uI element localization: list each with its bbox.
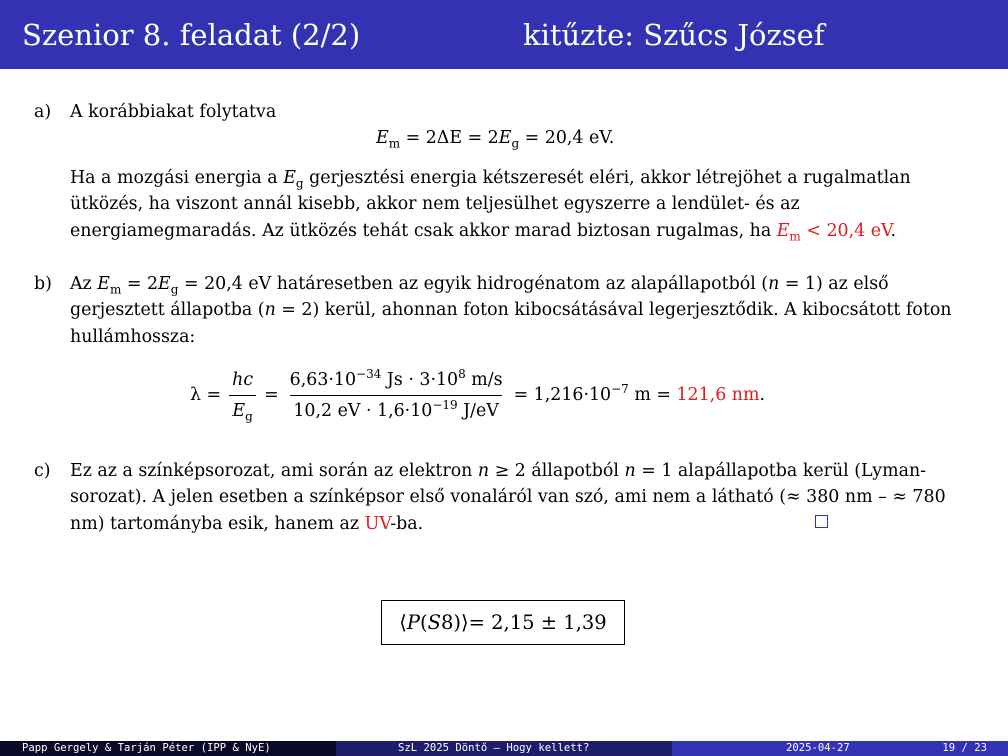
part-a-intro: A korábbiakat folytatva — [70, 102, 277, 122]
item-label-b: b) — [34, 274, 52, 294]
footer-event: SzL 2025 Döntő – Hogy kellett? — [336, 741, 672, 756]
slide-footer — [0, 741, 1008, 756]
text-run: Js · 3·10 — [381, 369, 459, 390]
eq-text: = 2ΔE = 2 — [400, 128, 499, 148]
fraction-numeric — [287, 366, 506, 422]
math-symbol: n — [768, 274, 780, 294]
math-symbol: E — [158, 274, 171, 294]
footer-meta — [672, 741, 1008, 756]
angle-bracket: ⟨ — [399, 611, 407, 634]
math-subscript: g — [170, 282, 179, 297]
fraction-hc-over-eg — [229, 369, 256, 422]
text-run: = 2) kerül, ahonnan foton kibocsátásával legerjesztődik. A kibocsátott foton hullámhossza: — [70, 300, 952, 347]
text-run: ) — [453, 611, 461, 634]
eq-equals: = — [264, 385, 279, 405]
eq-subscript: g — [511, 136, 520, 151]
text-run: Az — [70, 274, 98, 294]
math-symbol: E — [283, 168, 296, 188]
part-b-paragraph — [70, 271, 975, 350]
slide-header — [0, 0, 1008, 69]
text-run: ≥ 2 állapotból — [489, 461, 625, 481]
eq-lambda: λ = — [190, 385, 222, 405]
exponent: −7 — [611, 382, 629, 397]
text-run: = 1) az első gerjesztett állapotba ( — [70, 274, 889, 321]
text-run: Ez az a színképsorozat, ami során az elektron — [70, 461, 478, 481]
math-symbol: E — [776, 220, 790, 241]
math-subscript: g — [245, 408, 253, 423]
eq-symbol: E — [498, 128, 512, 148]
text-run: < 20,4 eV — [800, 220, 891, 241]
highlight-uv: UV — [364, 513, 391, 534]
text-run: m = — [628, 385, 677, 405]
score-value: = 2,15 ± 1,39 — [468, 611, 607, 634]
text-run: 8 — [440, 611, 454, 634]
slide-author: kitűzte: Szűcs József — [523, 18, 825, 52]
score-result-box — [381, 600, 625, 645]
text-run: 10,2 eV · 1,6·10 — [293, 400, 433, 421]
eq-subscript: m — [388, 136, 401, 151]
eq-symbol: E — [376, 128, 389, 148]
part-a-equation — [376, 125, 614, 151]
math-symbol: P — [406, 611, 420, 634]
part-c-paragraph — [70, 458, 975, 537]
qed-square-icon — [815, 515, 828, 528]
angle-bracket: ⟩ — [461, 611, 469, 634]
eq-text: = 20,4 eV. — [519, 128, 615, 148]
exponent: −34 — [356, 366, 382, 381]
text-run: m/s — [465, 369, 503, 390]
math-symbol: hc — [232, 369, 254, 390]
highlight-condition — [776, 220, 891, 244]
text-run: -ba. — [390, 513, 424, 534]
eq-result — [513, 382, 766, 405]
footer-date: 2025-04-27 — [786, 742, 850, 754]
text-run: . — [759, 385, 766, 405]
text-run: = 2 — [121, 274, 159, 294]
item-label-a: a) — [34, 102, 52, 122]
text-run: = 20,4 eV határesetben az egyik hidrogénatom az alapállapotból ( — [178, 274, 769, 294]
math-symbol: S — [427, 611, 441, 634]
math-subscript: m — [109, 282, 122, 297]
fraction-numerator — [229, 369, 256, 395]
math-subscript: g — [295, 176, 304, 191]
exponent: 8 — [458, 366, 466, 381]
text-run: 6,63·10 — [289, 369, 357, 390]
math-symbol: n — [264, 300, 276, 321]
text-run: J/eV — [457, 400, 499, 421]
text-run: = 1,216·10 — [513, 385, 612, 405]
footer-authors: Papp Gergely & Tarján Péter (IPP & NyE) — [0, 741, 336, 756]
item-label-c: c) — [34, 461, 51, 481]
highlight-wavelength: 121,6 nm — [676, 385, 760, 405]
text-run: Ha a mozgási energia a — [70, 168, 284, 188]
text-run: . — [890, 220, 897, 241]
text-run: ( — [420, 611, 428, 634]
math-symbol: E — [97, 274, 110, 294]
math-symbol: n — [477, 461, 490, 481]
fraction-denominator — [229, 395, 255, 422]
text-run: = 1 alapállapotba kerül (Lyman-sorozat). A jelen esetben a színképsor első vonaláról van szó, ami nem a látható (≈ 380 nm – ≈ 780 nm) tartományba esik, hanem az — [70, 461, 946, 534]
part-a-paragraph — [70, 165, 975, 244]
math-symbol: n — [624, 461, 636, 481]
fraction-denominator — [290, 395, 502, 422]
text-run: gerjesztési energia kétszeresét eléri, akkor létrejöhet a rugalmatlan ütközés, ha viszont annál kisebb, akkor nem teljesülhet egyszerre a lendület- és az energiamegmaradás. Az ütközés tehát csak akkor marad biztosan rugalmas, ha — [70, 168, 911, 241]
wavelength-equation — [190, 364, 765, 426]
math-symbol: E — [232, 400, 246, 421]
exponent: −19 — [432, 397, 458, 412]
slide-title: Szenior 8. feladat (2/2) — [22, 18, 361, 52]
fraction-numerator — [287, 366, 506, 395]
footer-page-number: 19 / 23 — [942, 742, 987, 754]
math-subscript: m — [789, 229, 801, 244]
